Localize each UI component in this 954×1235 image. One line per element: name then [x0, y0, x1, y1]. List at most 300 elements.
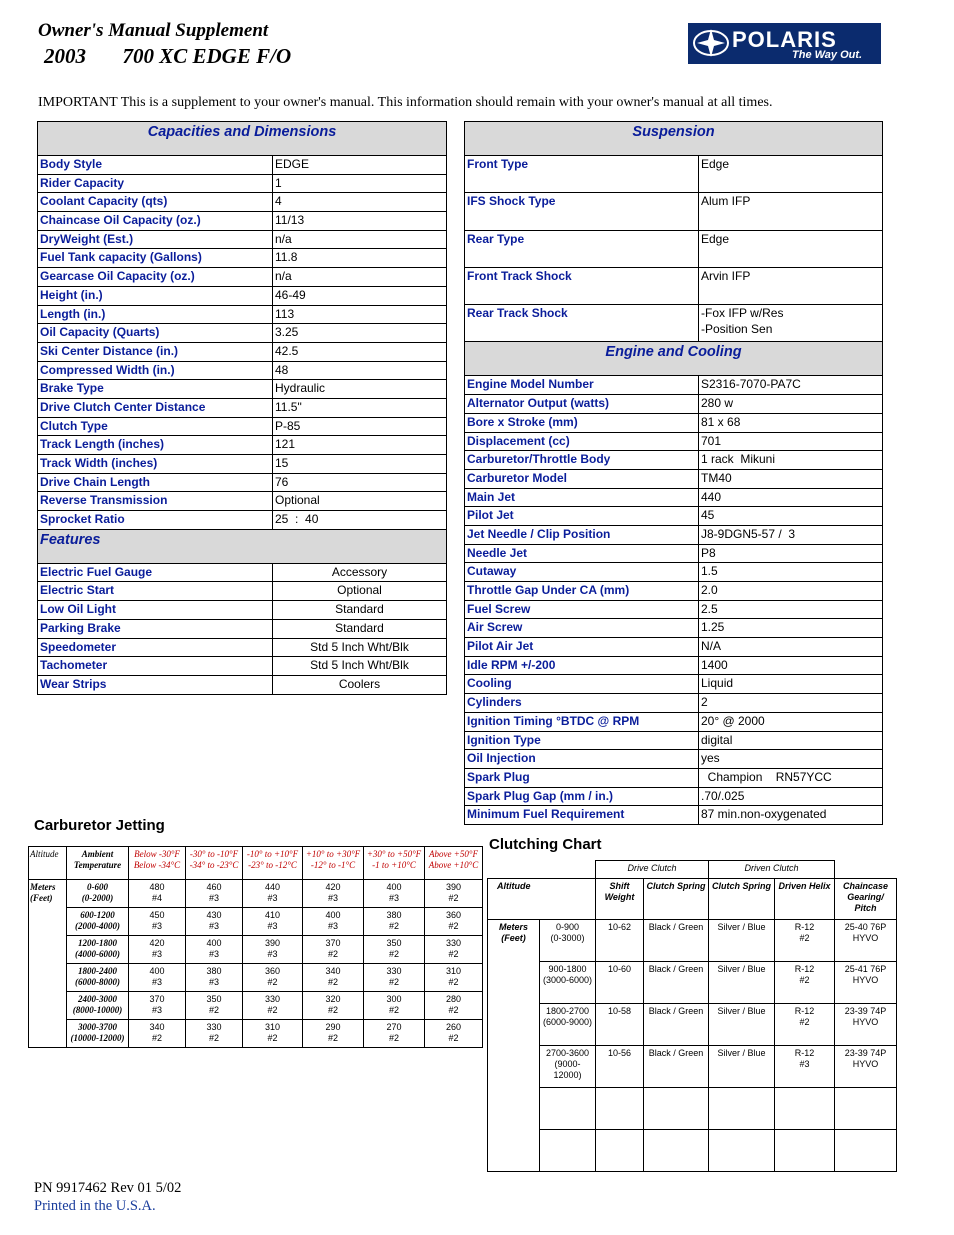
clutch-value-line: 23-39 74P [844, 1005, 887, 1016]
feature-value [273, 582, 447, 601]
jet-cell [186, 880, 243, 908]
altitude-meters: 1200-1800 [78, 938, 117, 948]
table-row [465, 156, 883, 193]
model-name: 700 XC EDGE F/O [122, 44, 292, 68]
engine-value-text: 87 min.non-oxygenated [701, 807, 827, 822]
jet-cell [243, 936, 303, 964]
table-row [465, 193, 883, 230]
clutch-value-line: R-12 [794, 963, 815, 974]
altitude-range [540, 1003, 596, 1045]
clutch-value-line: 25-41 76P [844, 963, 887, 974]
main-jet-value: 440 [264, 882, 281, 892]
main-jet-value: 370 [325, 938, 341, 948]
features-title: Features [38, 529, 447, 563]
temperature-header [243, 847, 303, 880]
altitude-range [67, 936, 129, 964]
engine-label: Spark Plug Gap (mm / in.) [465, 787, 699, 806]
feature-value-text: Standard [335, 620, 384, 635]
clip-position-value: #2 [327, 1005, 338, 1015]
table-row [29, 880, 483, 908]
table-row [465, 787, 883, 806]
engine-value [699, 600, 883, 619]
main-jet-value: 340 [325, 966, 341, 976]
main-jet-value: 370 [149, 994, 165, 1004]
ambient-header-line: Ambient [81, 849, 114, 859]
suspension-value-text: -Fox IFP w/Res [701, 306, 784, 321]
capacity-value [273, 212, 447, 231]
engine-value-text: 1.5 [701, 564, 718, 579]
jet-cell [364, 908, 425, 936]
clutch-value: 10-60 [607, 963, 632, 974]
clip-position-value: #2 [267, 977, 278, 987]
jet-cell [186, 964, 243, 992]
capacity-label: Chaincase Oil Capacity (oz.) [38, 212, 273, 231]
engine-value-text: N/A [701, 639, 722, 654]
jet-cell [243, 908, 303, 936]
table-row [38, 398, 447, 417]
altitude-line: 1800-2700 [545, 1005, 590, 1016]
engine-label: Jet Needle / Clip Position [465, 525, 699, 544]
capacity-value-text: P-85 [275, 418, 301, 433]
main-jet-value: 330 [206, 1022, 222, 1032]
engine-value-text: 2.5 [701, 601, 718, 616]
units-cell [488, 919, 540, 1171]
suspension-label: IFS Shock Type [465, 193, 699, 230]
table-row [38, 342, 447, 361]
ambient-header [67, 847, 129, 880]
capacity-value-text: 1 [275, 175, 282, 190]
jet-cell [129, 964, 186, 992]
clip-position-value: #3 [208, 921, 219, 931]
clip-position-value: #2 [448, 893, 459, 903]
capacity-label: Body Style [38, 156, 273, 175]
table-row [465, 712, 883, 731]
capacity-value [273, 249, 447, 268]
altitude-feet: (8000-10000) [72, 1005, 123, 1015]
table-row [29, 1020, 483, 1048]
clutch-column-header: Chaincase Gearing/ Pitch [835, 878, 897, 919]
altitude-range [540, 1087, 596, 1129]
engine-label: Carburetor/Throttle Body [465, 451, 699, 470]
table-row [38, 249, 447, 268]
engine-label: Spark Plug [465, 768, 699, 787]
table-row [38, 156, 447, 175]
jet-cell [129, 992, 186, 1020]
clip-position-value: #2 [327, 949, 338, 959]
clutch-cell [775, 919, 835, 961]
table-row [465, 656, 883, 675]
driven-clutch-label: Driven Clutch [744, 863, 799, 873]
clip-position-value: #2 [448, 921, 459, 931]
clutch-cell [835, 919, 897, 961]
engine-label: Throttle Gap Under CA (mm) [465, 582, 699, 601]
clip-position-value: #3 [267, 949, 278, 959]
table-row [465, 582, 883, 601]
engine-value [699, 768, 883, 787]
engine-value-text: 1 rack Mikuni [701, 452, 776, 467]
engine-value-text: J8-9DGN5-57 / 3 [701, 526, 796, 541]
temperature-header [129, 847, 186, 880]
feature-value [273, 619, 447, 638]
clutch-cell [644, 961, 709, 1003]
jet-cell [303, 880, 364, 908]
engine-label: Main Jet [465, 488, 699, 507]
clutch-cell [644, 919, 709, 961]
engine-value-text: digital [701, 732, 733, 747]
table-row [488, 1045, 897, 1087]
jet-cell [303, 908, 364, 936]
capacity-value [273, 230, 447, 249]
feature-value-text: Std 5 Inch Wht/Blk [310, 658, 409, 673]
suspension-title: Suspension [465, 122, 883, 156]
clutch-cell [775, 961, 835, 1003]
temperature-header [303, 847, 364, 880]
engine-value [699, 563, 883, 582]
table-row [465, 507, 883, 526]
altitude-feet: (10000-12000) [70, 1033, 125, 1043]
capacity-value [273, 324, 447, 343]
altitude-meters: 600-1200 [80, 910, 115, 920]
altitude-range [67, 908, 129, 936]
main-jet-value: 360 [445, 910, 462, 920]
altitude-range [540, 1045, 596, 1087]
table-row [29, 992, 483, 1020]
suspension-value-text: Arvin IFP [701, 268, 751, 283]
capacity-value-text: 15 [275, 456, 289, 470]
capacities-table [37, 121, 447, 695]
main-jet-value: 360 [264, 966, 281, 976]
clip-position-value: #2 [327, 1033, 338, 1043]
clutch-column-header: Driven Helix [775, 878, 835, 919]
jet-cell [364, 964, 425, 992]
table-row [38, 305, 447, 324]
capacity-value [273, 361, 447, 380]
table-row [38, 601, 447, 620]
clutch-value-line: R-12 [794, 921, 815, 932]
table-row [465, 750, 883, 769]
jet-cell [129, 1020, 186, 1048]
model-heading [44, 44, 291, 69]
clutch-cell [835, 1003, 897, 1045]
clutch-value: Silver / Blue [717, 921, 766, 932]
clip-position-value: #3 [388, 893, 399, 903]
main-jet-value: 330 [445, 938, 462, 948]
table-row [465, 675, 883, 694]
clutch-value-line: HYVO [852, 1058, 879, 1069]
units-line: (Feet) [30, 893, 53, 903]
temperature-f: -10° to +10°F [246, 849, 299, 859]
jet-cell [129, 880, 186, 908]
feature-value-text: Coolers [338, 676, 381, 691]
table-row [488, 919, 897, 961]
altitude-meters: 2400-3000 [78, 994, 117, 1004]
table-row [38, 619, 447, 638]
engine-value [699, 750, 883, 769]
altitude-range [67, 880, 129, 908]
feature-label: Wear Strips [38, 675, 273, 695]
main-jet-value: 400 [325, 910, 341, 920]
capacity-label: Coolant Capacity (qts) [38, 193, 273, 212]
suspension-value [699, 230, 883, 267]
suspension-label: Front Track Shock [465, 267, 699, 304]
jet-cell [243, 1020, 303, 1048]
clutch-column-header: Shift Weight [596, 878, 644, 919]
jet-cell [303, 936, 364, 964]
clip-position-value: #2 [388, 977, 399, 987]
capacity-value [273, 511, 447, 530]
table-row [465, 305, 883, 342]
engine-title: Engine and Cooling [465, 342, 883, 376]
suspension-value-text-2: -Position Sen [701, 322, 773, 337]
clutch-value-line: HYVO [852, 974, 879, 985]
temperature-f: +10° to +30°F [305, 849, 361, 859]
clutch-cell [835, 1087, 897, 1129]
table-row [465, 469, 883, 488]
altitude-line: 12000) [553, 1069, 582, 1080]
units-cell [29, 880, 67, 1048]
clutch-value-line: #2 [799, 974, 810, 985]
clutch-column-header: Clutch Spring [709, 878, 775, 919]
table-row [465, 768, 883, 787]
engine-value-text: 1400 [701, 657, 728, 672]
temperature-header [364, 847, 425, 880]
table-row [38, 455, 447, 474]
clutch-value-line: R-12 [794, 1047, 815, 1058]
clutch-group-row [488, 861, 897, 879]
clutch-value-line: HYVO [852, 932, 879, 943]
engine-value-text: 81 x 68 [701, 414, 741, 429]
altitude-line: (6000-9000) [542, 1016, 593, 1027]
engine-header-row [465, 342, 883, 376]
altitude-range [67, 1020, 129, 1048]
clutch-cell [644, 1087, 709, 1129]
engine-value-text: 1.25 [701, 620, 725, 635]
clutch-cell [596, 1003, 644, 1045]
main-jet-value: 420 [325, 882, 341, 892]
clutching-table [487, 860, 897, 1172]
suspension-value [699, 305, 883, 342]
capacity-value-text: 121 [275, 437, 296, 452]
table-row [465, 451, 883, 470]
engine-value [699, 656, 883, 675]
capacity-label: Clutch Type [38, 417, 273, 436]
table-row [29, 908, 483, 936]
main-jet-value: 350 [206, 994, 222, 1004]
engine-label: Pilot Jet [465, 507, 699, 526]
engine-label: Cylinders [465, 694, 699, 713]
temperature-c: -12° to -1°C [310, 860, 356, 870]
temperature-header [186, 847, 243, 880]
capacities-header-row [38, 122, 447, 156]
main-jet-value: 280 [445, 994, 462, 1004]
important-note: IMPORTANT This is a supplement to your owner's manual. This information should remain with your owner's manual at all times. [38, 95, 773, 110]
table-row [38, 193, 447, 212]
capacity-label: Brake Type [38, 380, 273, 399]
clutch-cell [775, 1045, 835, 1087]
engine-value-text: Champion RN57YCC [701, 769, 832, 784]
jetting-table [28, 846, 483, 1048]
table-row [38, 230, 447, 249]
table-row [465, 413, 883, 432]
capacity-label: Length (in.) [38, 305, 273, 324]
clip-position-value: #2 [388, 949, 399, 959]
table-row [38, 582, 447, 601]
clip-position-value: #2 [448, 1005, 459, 1015]
table-row [465, 488, 883, 507]
engine-label: Cooling [465, 675, 699, 694]
capacity-value [273, 473, 447, 492]
table-row [465, 395, 883, 414]
capacity-value-text: 4 [275, 194, 282, 209]
main-jet-value: 480 [149, 882, 165, 892]
capacities-title: Capacities and Dimensions [38, 122, 447, 156]
clutch-cell [775, 1129, 835, 1171]
clip-position-value: #2 [388, 1033, 399, 1043]
brand-slogan: The Way Out. [792, 49, 863, 61]
engine-value [699, 731, 883, 750]
engine-value-text: TM40 [701, 470, 732, 485]
clutch-cell [835, 1045, 897, 1087]
suspension-value-text: Edge [701, 157, 730, 171]
capacity-label: Sprocket Ratio [38, 511, 273, 530]
table-row [29, 936, 483, 964]
clutch-cell [835, 1129, 897, 1171]
capacity-label: Track Width (inches) [38, 455, 273, 474]
table-row [465, 563, 883, 582]
main-jet-value: 420 [149, 938, 165, 948]
spacer [835, 861, 897, 879]
clip-position-value: #3 [327, 893, 338, 903]
main-jet-value: 380 [206, 966, 222, 976]
capacity-value-text: 11.5" [275, 399, 302, 414]
clip-position-value: #2 [151, 1033, 162, 1043]
capacity-label: Rider Capacity [38, 174, 273, 193]
table-row [465, 432, 883, 451]
engine-label: Carburetor Model [465, 469, 699, 488]
altitude-header: Altitude [488, 878, 540, 919]
engine-value [699, 544, 883, 563]
capacity-value [273, 436, 447, 455]
jet-cell [425, 908, 483, 936]
capacity-label: Compressed Width (in.) [38, 361, 273, 380]
temperature-f: Above +50°F [429, 849, 478, 859]
capacity-label: Fuel Tank capacity (Gallons) [38, 249, 273, 268]
capacity-value-text: 48 [275, 362, 289, 377]
jet-cell [243, 880, 303, 908]
altitude-feet: (2000-4000) [75, 921, 120, 931]
jet-cell [425, 992, 483, 1020]
engine-value-text: 440 [701, 489, 722, 504]
table-row [465, 694, 883, 713]
main-jet-value: 320 [325, 994, 341, 1004]
engine-label: Air Screw [465, 619, 699, 638]
table-row [38, 361, 447, 380]
clutching-title: Clutching Chart [489, 836, 602, 853]
altitude-range [540, 961, 596, 1003]
capacity-value-text: Hydraulic [275, 381, 326, 396]
clip-position-value: #4 [151, 893, 162, 903]
jet-cell [303, 1020, 364, 1048]
clip-position-value: #2 [327, 977, 338, 987]
jet-cell [186, 992, 243, 1020]
engine-value-text: yes [701, 751, 720, 766]
clip-position-value: #2 [208, 1033, 219, 1043]
clutch-cell [709, 961, 775, 1003]
capacity-value-text: 42.5 [275, 343, 299, 358]
altitude-header-blank [540, 878, 596, 919]
engine-value [699, 638, 883, 657]
temperature-c: Above +10°C [428, 860, 479, 870]
engine-label: Ignition Timing °BTDC @ RPM [465, 712, 699, 731]
main-jet-value: 410 [264, 910, 281, 920]
clip-position-value: #3 [151, 921, 162, 931]
suspension-label: Rear Track Shock [465, 305, 699, 342]
table-row [38, 286, 447, 305]
feature-value [273, 638, 447, 657]
jet-cell [425, 936, 483, 964]
suspension-label: Rear Type [465, 230, 699, 267]
engine-label: Pilot Air Jet [465, 638, 699, 657]
capacity-label: Reverse Transmission [38, 492, 273, 511]
engine-label: Ignition Type [465, 731, 699, 750]
brand-name: POLARIS [732, 27, 837, 52]
capacity-value-text: EDGE [275, 157, 310, 171]
jet-cell [186, 936, 243, 964]
engine-value [699, 432, 883, 451]
engine-value-text: 701 [701, 433, 722, 448]
table-row [465, 619, 883, 638]
altitude-meters: 1800-2400 [78, 966, 117, 976]
feature-label: Electric Start [38, 582, 273, 601]
capacity-value-text: Optional [275, 493, 320, 508]
clutch-cell [775, 1087, 835, 1129]
engine-value [699, 806, 883, 825]
clip-position-value: #3 [208, 893, 219, 903]
table-row [38, 473, 447, 492]
suspension-value-text: Alum IFP [701, 194, 751, 209]
table-row [38, 436, 447, 455]
feature-label: Speedometer [38, 638, 273, 657]
clip-position-value: #2 [448, 1033, 459, 1043]
clip-position-value: #2 [208, 1005, 219, 1015]
clutch-cell [644, 1003, 709, 1045]
engine-label: Oil Injection [465, 750, 699, 769]
altitude-range [67, 964, 129, 992]
feature-label: Tachometer [38, 657, 273, 676]
clip-position-value: #3 [151, 1005, 162, 1015]
engine-value [699, 675, 883, 694]
clutch-cell [596, 1045, 644, 1087]
engine-value-text: P8 [701, 545, 716, 560]
altitude-range [67, 992, 129, 1020]
capacity-value [273, 286, 447, 305]
table-row [38, 511, 447, 530]
engine-value [699, 488, 883, 507]
table-row [38, 174, 447, 193]
jet-cell [425, 1020, 483, 1048]
drive-clutch-label: Drive Clutch [627, 863, 677, 873]
table-row [38, 417, 447, 436]
main-jet-value: 400 [206, 938, 222, 948]
altitude-meters: 0-600 [87, 882, 108, 892]
capacity-label: Drive Chain Length [38, 473, 273, 492]
main-jet-value: 390 [445, 882, 462, 892]
table-row [38, 492, 447, 511]
clutch-cell [709, 1129, 775, 1171]
clutch-value: 10-62 [607, 921, 632, 932]
main-jet-value: 330 [264, 994, 281, 1004]
engine-value [699, 376, 883, 395]
